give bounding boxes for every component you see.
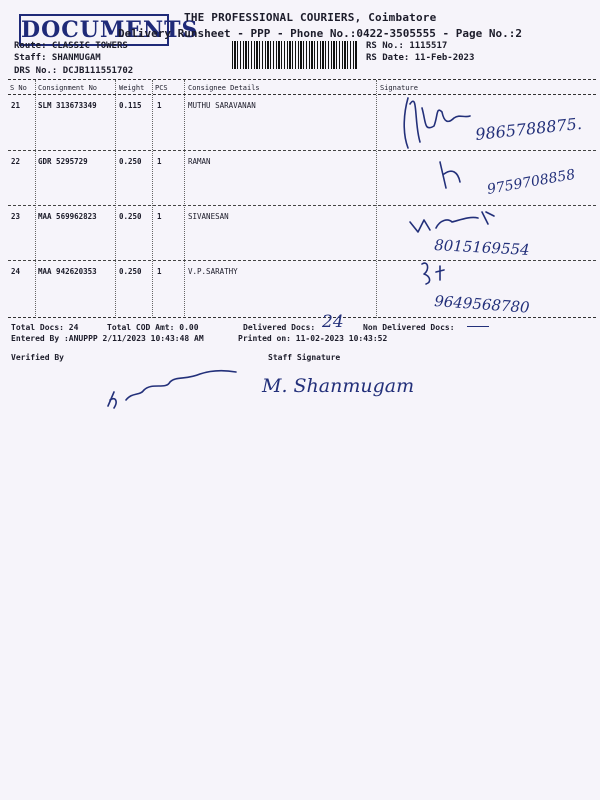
delivered-docs-handwritten: 24 <box>322 312 344 332</box>
phone-note: 9759708858 <box>485 166 577 198</box>
col-weight: Weight <box>119 84 145 92</box>
printed-on: Printed on: 11-02-2023 10:43:52 <box>238 334 388 343</box>
row-consignment: MAA 942620353 <box>38 267 97 276</box>
row-weight: 0.250 <box>119 157 142 166</box>
documents-stamp: DOCUMENTS <box>19 14 169 46</box>
phone-note: 9649568780 <box>433 292 531 317</box>
row-consignee: SIVANESAN <box>188 212 229 221</box>
col-signature: Signature <box>380 84 418 92</box>
col-line <box>376 80 377 318</box>
non-delivered-dash <box>467 326 489 327</box>
row-pcs: 1 <box>157 212 162 221</box>
signature-scribble <box>404 98 470 148</box>
staff: Staff: SHANMUGAM <box>14 53 101 63</box>
staff-signature-label: Staff Signature <box>268 353 341 362</box>
route: Route: CLASSIC TOWERS <box>14 41 128 51</box>
row-consignee: V.P.SARATHY <box>188 267 238 276</box>
entered-by: Entered By :ANUPPP 2/11/2023 10:43:48 AM <box>11 334 204 343</box>
signature-scribble <box>422 263 444 284</box>
delivered-docs-label: Delivered Docs: <box>243 323 316 332</box>
row-weight: 0.115 <box>119 101 142 110</box>
company-title: THE PROFESSIONAL COURIERS, Coimbatore <box>184 11 437 24</box>
runsheet-subtitle: Delivery Runsheet - PPP - Phone No.:0422-3505555 - Page No.:2 <box>118 27 522 40</box>
header-divider <box>8 79 596 80</box>
row-consignment: SLM 313673349 <box>38 101 97 110</box>
verified-by-label: Verified By <box>11 353 64 362</box>
staff-signature-name: M. Shanmugam <box>262 375 415 397</box>
total-docs: Total Docs: 24 <box>11 323 79 332</box>
drs-number: DRS No.: DCJB111551702 <box>14 66 134 76</box>
row-pcs: 1 <box>157 157 162 166</box>
col-pcs: PCS <box>155 84 168 92</box>
row-weight: 0.250 <box>119 212 142 221</box>
row-pcs: 1 <box>157 267 162 276</box>
rs-number: RS No.: 1115517 <box>366 41 448 51</box>
barcode <box>232 41 358 69</box>
col-consignee: Consignee Details <box>188 84 260 92</box>
col-line <box>184 80 185 318</box>
row-weight: 0.250 <box>119 267 142 276</box>
total-cod-amount: Total COD Amt: 0.00 <box>107 323 199 332</box>
signatures-handwriting <box>378 82 598 318</box>
col-consignment: Consignment No <box>38 84 98 92</box>
signature-scribble <box>410 212 494 232</box>
row-pcs: 1 <box>157 101 162 110</box>
row-sno: 22 <box>11 157 21 166</box>
col-line <box>115 80 116 318</box>
row-sno: 24 <box>11 267 21 276</box>
phone-note: 9865788875. <box>474 113 583 144</box>
staff-signature-handwriting <box>258 366 418 406</box>
non-delivered-docs-label: Non Delivered Docs: <box>363 323 455 332</box>
phone-note: 8015169554 <box>433 236 531 259</box>
row-sno: 23 <box>11 212 21 221</box>
row-consignment: MAA 569962823 <box>38 212 97 221</box>
row-consignee: RAMAN <box>188 157 211 166</box>
row-consignment: GDR 5295729 <box>38 157 88 166</box>
signature-scribble <box>108 371 236 408</box>
row-consignee: MUTHU SARAVANAN <box>188 101 256 110</box>
row-sno: 21 <box>11 101 21 110</box>
signature-scribble <box>440 162 460 188</box>
col-line <box>152 80 153 318</box>
col-sno: S No <box>10 84 27 92</box>
col-line <box>35 80 36 318</box>
verifier-signature <box>96 360 276 420</box>
rs-date: RS Date: 11-Feb-2023 <box>366 53 475 63</box>
